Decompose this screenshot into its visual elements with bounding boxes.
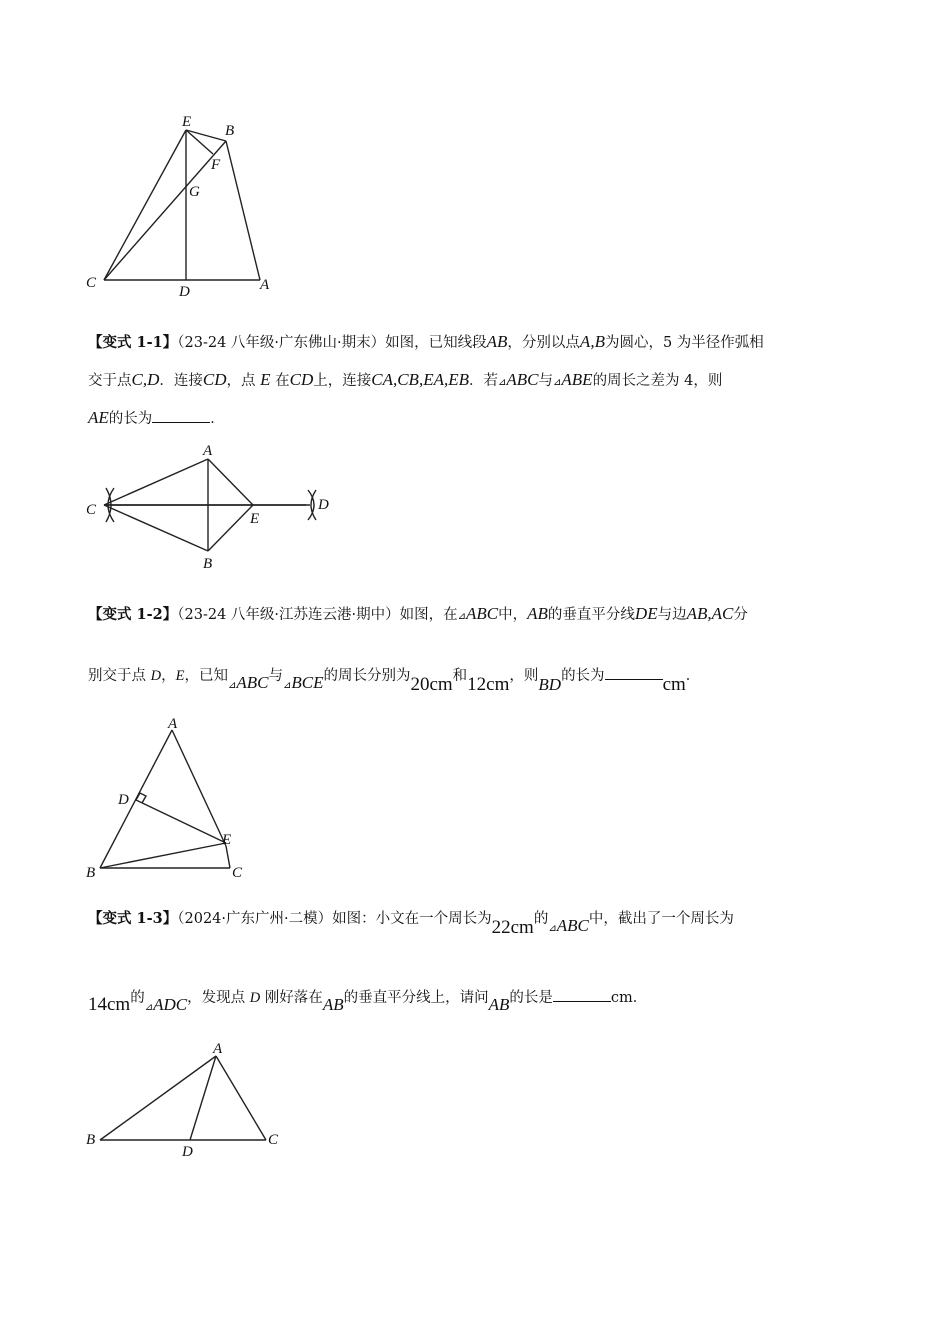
figure-kite — [80, 436, 350, 576]
q2-tag: 【变式 1-2】 — [88, 606, 178, 623]
figure-triangle-bisector — [80, 712, 260, 884]
label-B: B — [203, 556, 213, 572]
label-B: B — [225, 123, 235, 139]
q1-line3: AE的长为 ． — [88, 408, 225, 427]
label-D: D — [118, 792, 129, 808]
q3-tag: 【变式 1-3】 — [88, 910, 178, 927]
figure-triangle-cevian — [80, 1036, 290, 1164]
label-D: D — [179, 284, 190, 300]
q1-line1: 【变式 1-1】（23-24 八年级·广东佛山·期末）如图，已知线段AB，分别以点A,B为圆心，5 为半径作弧相 — [88, 332, 764, 351]
label-D: D — [182, 1144, 193, 1160]
q2-line1: 【变式 1-2】（23-24 八年级·江苏连云港·期中）如图，在⊿ABC中，AB的垂直平分线DE与边AB,AC分 — [88, 604, 748, 623]
label-A: A — [260, 277, 270, 293]
q1-tag: 【变式 1-1】 — [88, 334, 178, 351]
label-C: C — [86, 502, 97, 518]
label-E: E — [250, 511, 260, 527]
label-C: C — [86, 275, 97, 291]
label-B: B — [86, 1132, 96, 1148]
q2-line2: 别交于点 D，E，已知$_⊿$ABC与$_⊿$BCE的周长分别为20cm和12cm，则BD的长为 cm． — [88, 664, 700, 686]
label-F: F — [211, 157, 221, 173]
q3-line1: 【变式 1-3】（2024·广东广州·二模）如图：小文在一个周长为22cm的$_⊿$ABC中，截出了一个周长为 — [88, 910, 734, 938]
label-A: A — [168, 716, 178, 732]
label-G: G — [189, 184, 200, 200]
label-E: E — [182, 114, 192, 130]
label-B: B — [86, 865, 96, 881]
label-D: D — [318, 497, 329, 513]
label-C: C — [268, 1132, 279, 1148]
answer-blank[interactable] — [152, 408, 210, 423]
answer-blank[interactable] — [553, 987, 611, 1002]
label-A: A — [213, 1041, 223, 1057]
label-E: E — [222, 832, 232, 848]
figure-quadrilateral — [80, 108, 290, 304]
label-A: A — [203, 443, 213, 459]
label-C: C — [232, 865, 243, 881]
answer-blank[interactable] — [605, 665, 663, 680]
q3-line2: 14cm的$_⊿$ADC，发现点 D 刚好落在AB的垂直平分线上，请问AB的长是 cm． — [88, 986, 647, 1008]
q1-line2: 交于点C,D．连接CD，点 E 在CD上，连接CA,CB,EA,EB．若⊿ABC与⊿ABE的周长之差为 4，则 — [88, 370, 723, 389]
